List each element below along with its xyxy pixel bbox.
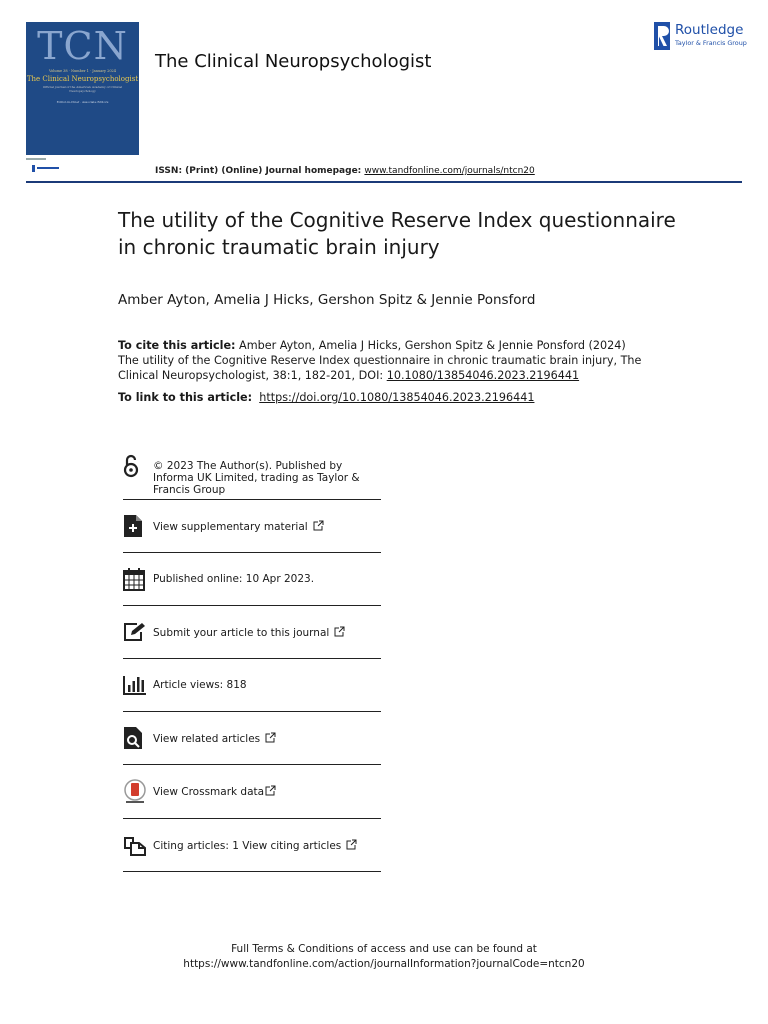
cite-text: Amber Ayton, Amelia J Hicks, Gershon Spitz & Jennie Ponsford (2024) The utility of the Cognitive Reserve Index questionnaire in chronic traumatic brain injury, The Clinical Neuropsychologist, 38:1, 182-201, DOI: <box>118 339 642 382</box>
cover-subtitle: Official journal of the American Academy of Clinical Neuropsychology <box>42 85 123 93</box>
views-row <box>123 659 381 712</box>
citing-label[interactable]: Citing articles: 1 View citing articles <box>153 839 342 852</box>
open-access-row <box>123 450 381 500</box>
journal-name[interactable]: The Clinical Neuropsychologist <box>155 51 432 72</box>
citation-block <box>118 338 644 383</box>
cover-title: The Clinical Neuropsychologist <box>26 75 139 83</box>
external-link-icon <box>313 520 324 531</box>
supplementary-row[interactable] <box>123 500 381 553</box>
article-metadata-list <box>123 450 381 872</box>
publisher-name: Routledge <box>675 22 744 38</box>
citing-articles-icon <box>123 834 147 856</box>
cite-doi-link[interactable]: 10.1080/13854046.2023.2196441 <box>386 369 580 382</box>
terms-line-1: Full Terms & Conditions of access and use can be found at <box>231 943 537 955</box>
open-access-icon <box>123 454 139 478</box>
published-text: Published online: 10 Apr 2023. <box>153 573 315 585</box>
cover-volume-line: Volume 38 · Number 1 · January 2024 <box>48 69 117 73</box>
publisher-group: Taylor & Francis Group <box>675 39 747 47</box>
cover-abbrev: TCN <box>37 24 128 68</box>
issn-line <box>155 166 535 176</box>
link-label: To link to this article: <box>118 391 253 404</box>
calendar-icon <box>123 567 145 591</box>
cover-editors: Editor-in-Chief · Associate Editors <box>56 100 109 104</box>
terms-url[interactable]: https://www.tandfonline.com/action/journalInformation?journalCode=ntcn20 <box>183 958 585 970</box>
external-link-icon <box>346 839 357 850</box>
article-doi-link[interactable]: https://doi.org/10.1080/13854046.2023.2196441 <box>259 391 535 404</box>
journal-cover <box>26 22 139 155</box>
citing-row[interactable] <box>123 819 381 872</box>
related-row[interactable] <box>123 712 381 765</box>
supplementary-label[interactable]: View supplementary material <box>153 520 308 533</box>
external-link-icon <box>265 785 276 796</box>
article-title: The utility of the Cognitive Reserve Index questionnaire in chronic traumatic brain injury <box>118 208 676 259</box>
bar-chart-icon <box>123 675 147 695</box>
crossmark-label[interactable]: View Crossmark data <box>153 786 265 798</box>
related-search-icon <box>123 726 143 750</box>
cite-label: To cite this article: <box>118 339 236 352</box>
open-access-text: © 2023 The Author(s). Published by Informa UK Limited, trading as Taylor & Francis Group <box>153 460 360 496</box>
crossmark-row[interactable] <box>123 765 381 819</box>
supplementary-file-icon <box>123 514 143 538</box>
submit-label[interactable]: Submit your article to this journal <box>153 626 330 639</box>
journal-homepage-link[interactable]: www.tandfonline.com/journals/ntcn20 <box>364 166 535 176</box>
routledge-small-logo <box>26 156 66 174</box>
header-divider <box>26 181 742 183</box>
crossmark-icon <box>123 779 147 805</box>
published-row <box>123 553 381 606</box>
external-link-icon <box>265 732 276 743</box>
edit-icon <box>123 622 147 642</box>
submit-row[interactable] <box>123 606 381 659</box>
terms-footer <box>0 942 768 972</box>
related-label[interactable]: View related articles <box>153 732 261 745</box>
views-text: Article views: 818 <box>153 679 247 691</box>
article-link-line <box>118 391 534 404</box>
article-authors: Amber Ayton, Amelia J Hicks, Gershon Spitz & Jennie Ponsford <box>118 292 536 308</box>
issn-prefix: ISSN: (Print) (Online) Journal homepage: <box>155 166 365 176</box>
external-link-icon <box>334 626 345 637</box>
